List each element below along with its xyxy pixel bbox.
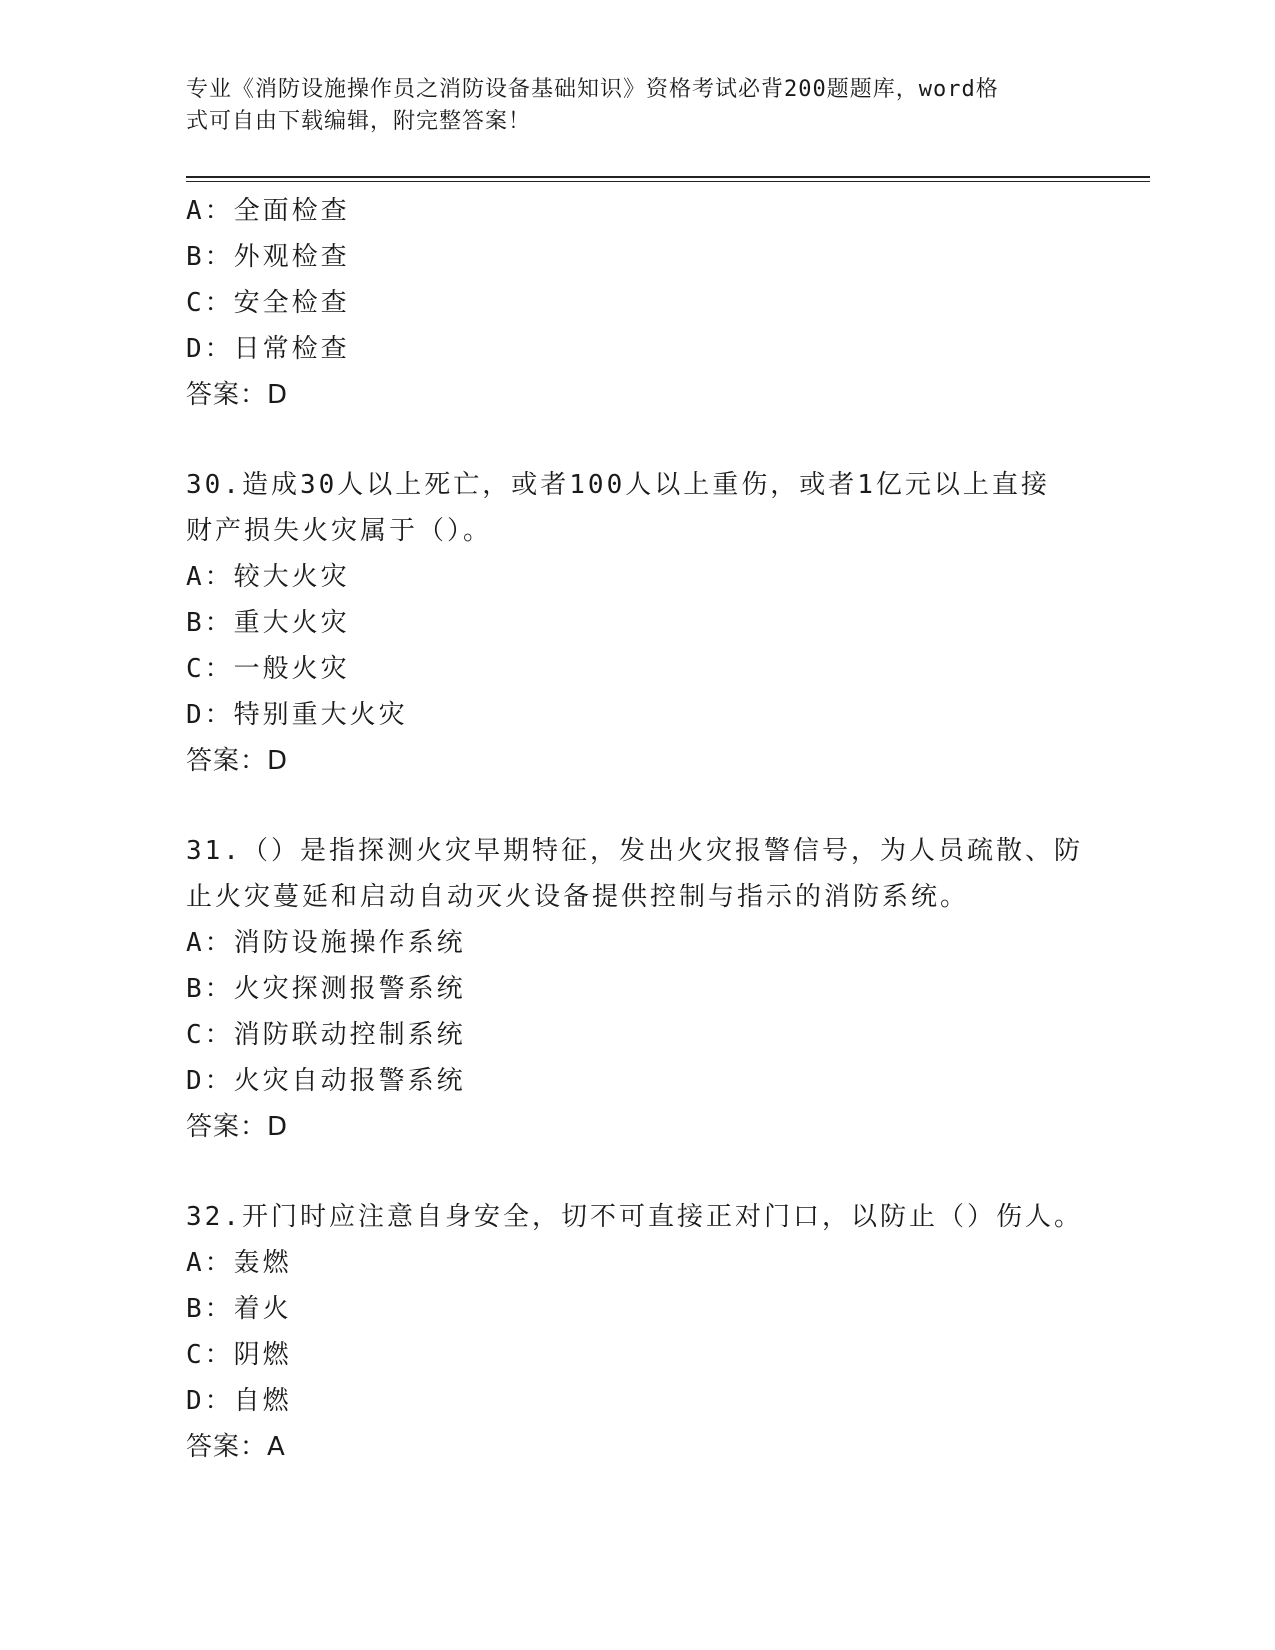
header-divider-thin xyxy=(186,181,1150,182)
option-a: A：消防设施操作系统 xyxy=(186,928,466,958)
option-b: B：火灾探测报警系统 xyxy=(186,974,466,1004)
document-header xyxy=(186,74,1066,138)
option-b: B：重大火灾 xyxy=(186,608,350,638)
question-29 xyxy=(186,188,1086,418)
question-stem-continued: 财产损失火灾属于（）。 xyxy=(186,516,493,546)
option-a: A：全面检查 xyxy=(186,196,350,226)
option-d: D：自燃 xyxy=(186,1386,292,1416)
answer: 答案：A xyxy=(186,1432,286,1462)
option-b: B：着火 xyxy=(186,1294,292,1324)
option-c: C：阴燃 xyxy=(186,1340,292,1370)
answer: 答案：D xyxy=(186,380,289,410)
spacer xyxy=(186,418,1086,462)
option-a: A：轰燃 xyxy=(186,1248,292,1278)
option-b: B：外观检查 xyxy=(186,242,350,272)
question-stem: 32.开门时应注意自身安全，切不可直接正对门口，以防止（）伤人。 xyxy=(186,1202,1083,1232)
question-stem: 30.造成30人以上死亡，或者100人以上重伤，或者1亿元以上直接 xyxy=(186,470,1050,500)
question-32 xyxy=(186,1194,1086,1470)
option-c: C：安全检查 xyxy=(186,288,350,318)
header-line-2: 式可自由下载编辑，附完整答案！ xyxy=(186,109,532,134)
option-c: C：消防联动控制系统 xyxy=(186,1020,466,1050)
option-d: D：日常检查 xyxy=(186,334,350,364)
question-30 xyxy=(186,462,1086,784)
option-d: D：特别重大火灾 xyxy=(186,700,408,730)
option-d: D：火灾自动报警系统 xyxy=(186,1066,466,1096)
question-31 xyxy=(186,828,1086,1150)
question-stem: 31.（）是指探测火灾早期特征，发出火灾报警信号，为人员疏散、防 xyxy=(186,836,1083,866)
answer: 答案：D xyxy=(186,1112,289,1142)
question-list xyxy=(186,188,1086,1470)
header-line-1: 专业《消防设施操作员之消防设备基础知识》资格考试必背200题题库，word格 xyxy=(186,77,999,102)
header-divider-thick xyxy=(186,176,1150,178)
spacer xyxy=(186,784,1086,828)
option-c: C：一般火灾 xyxy=(186,654,350,684)
option-a: A：较大火灾 xyxy=(186,562,350,592)
spacer xyxy=(186,1150,1086,1194)
answer: 答案：D xyxy=(186,746,289,776)
question-stem-continued: 止火灾蔓延和启动自动灭火设备提供控制与指示的消防系统。 xyxy=(186,882,970,912)
